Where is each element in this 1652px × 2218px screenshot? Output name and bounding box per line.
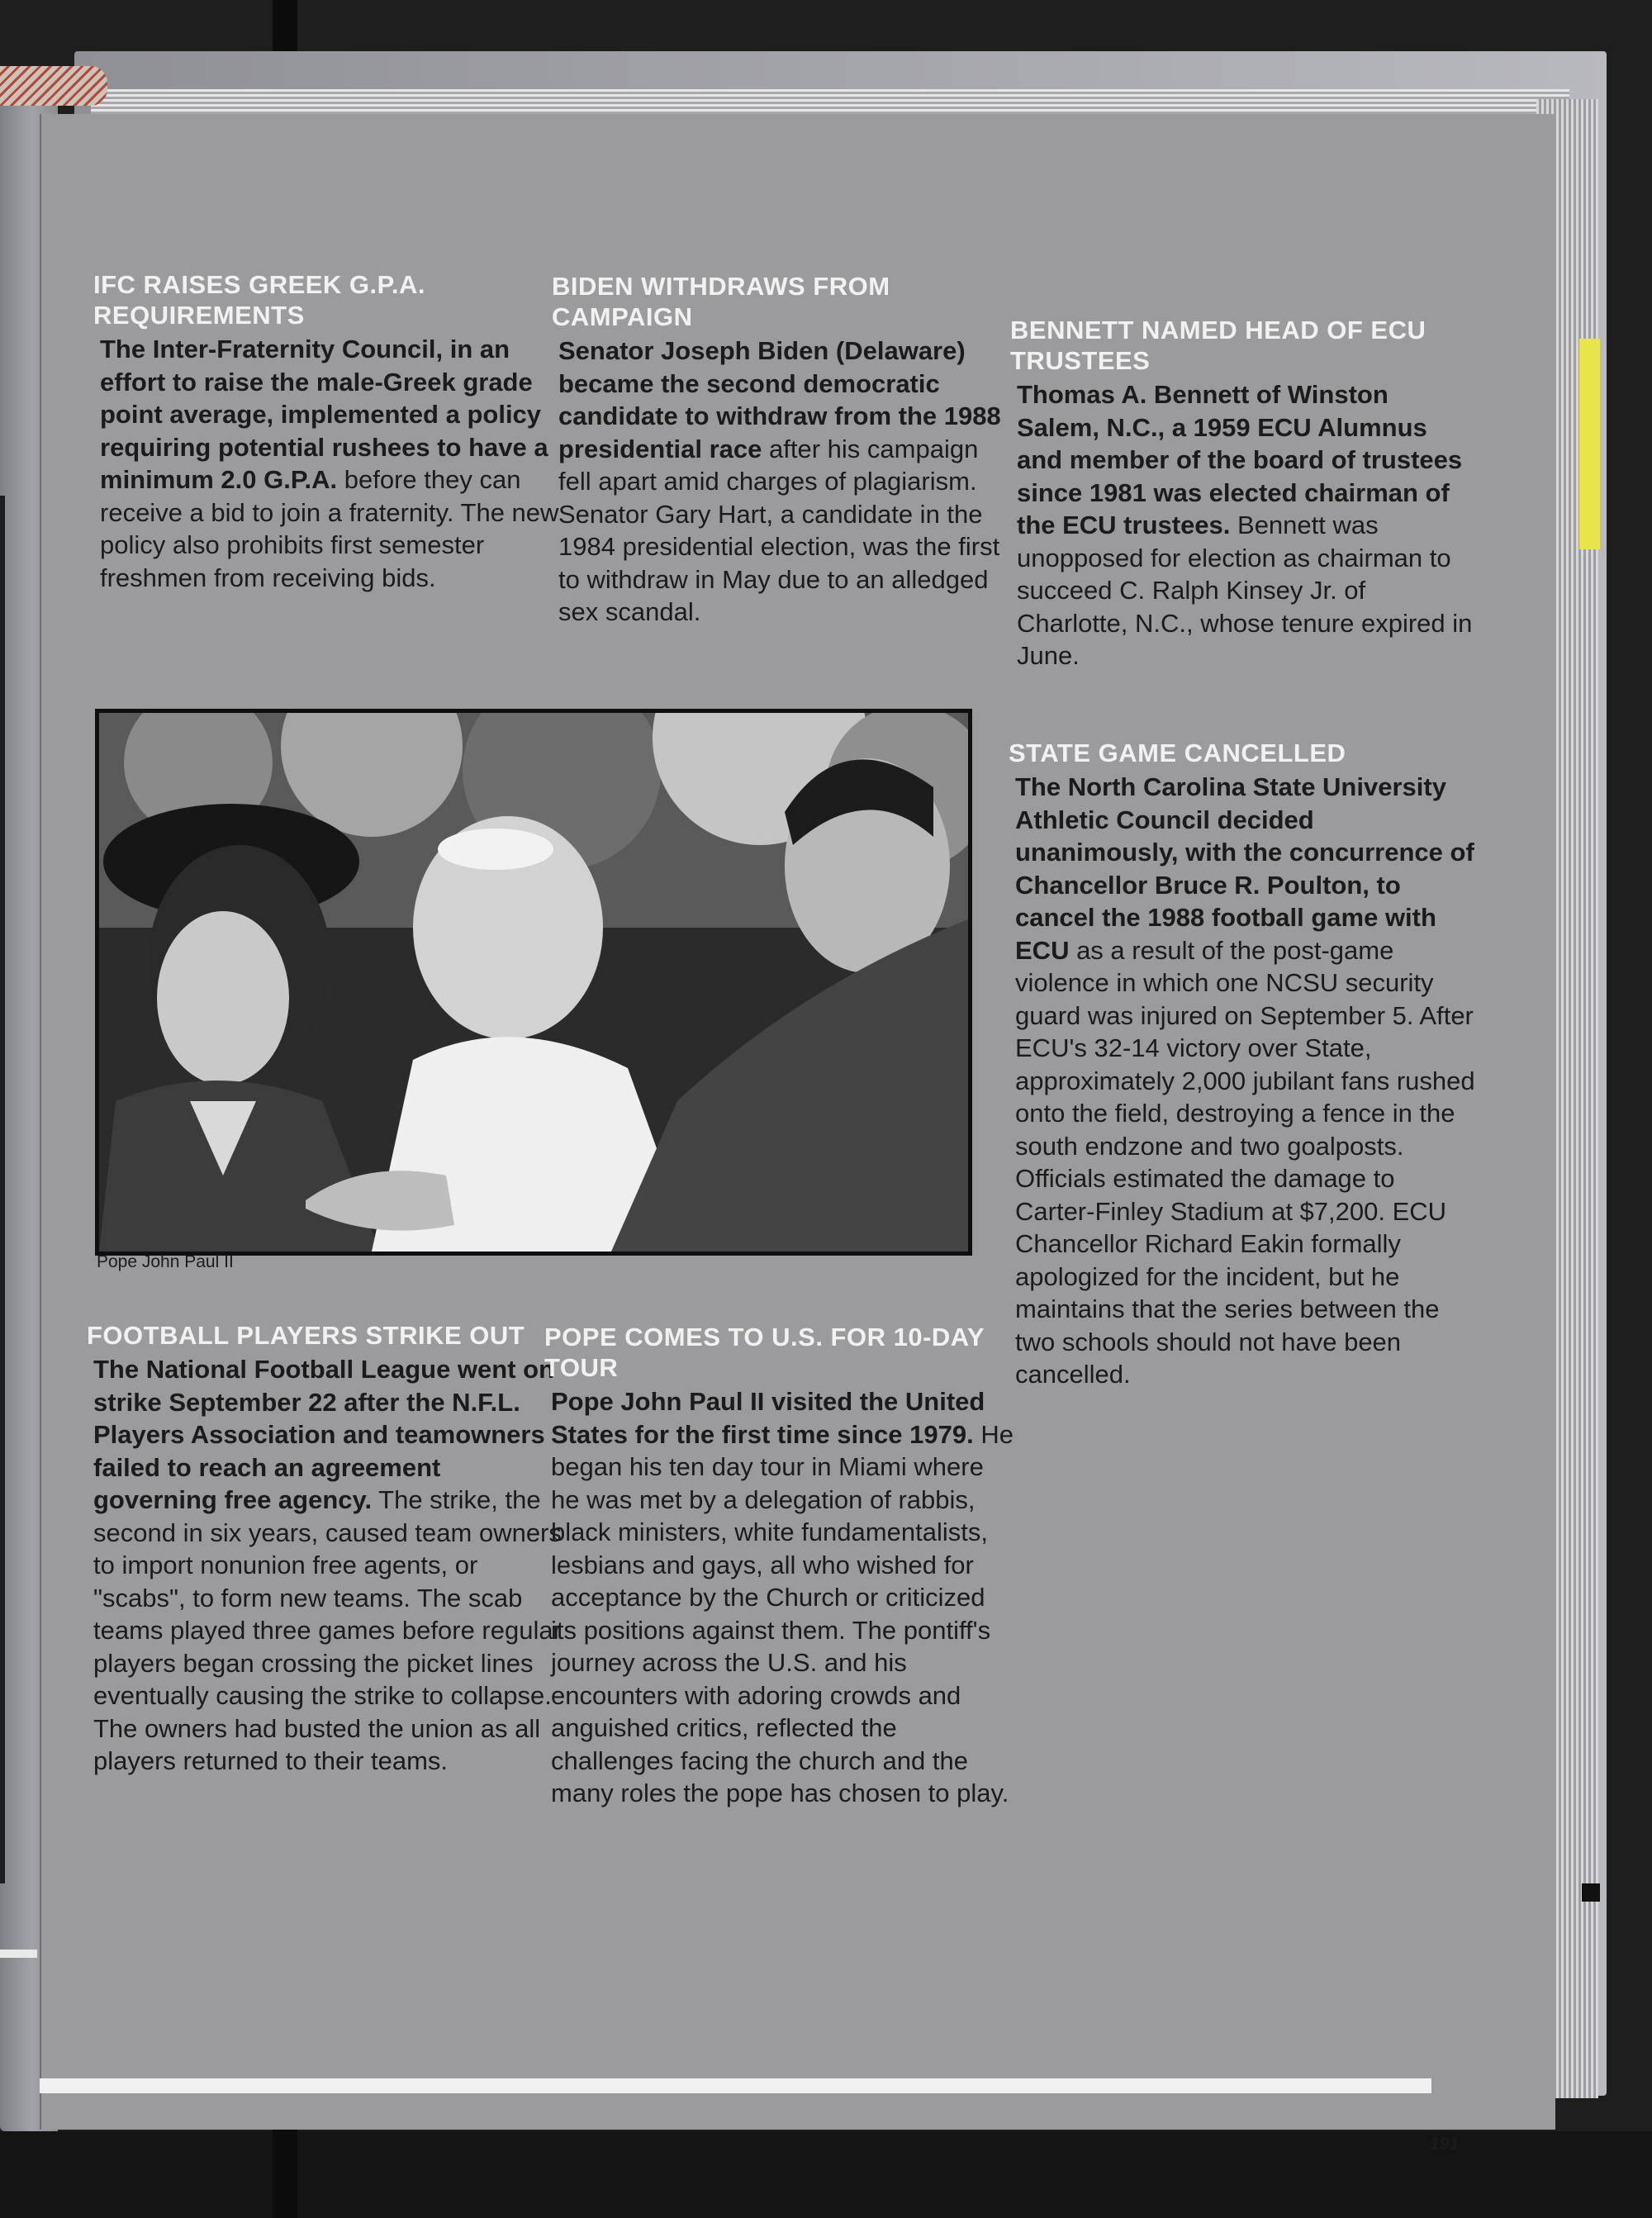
dark-tab bbox=[1582, 1883, 1600, 1902]
article-football bbox=[87, 1320, 566, 1778]
body-pope bbox=[544, 1385, 1015, 1810]
yearbook-page bbox=[40, 114, 1555, 2154]
bottom-rule bbox=[40, 2078, 1431, 2093]
headline-pope: POPE COMES TO U.S. FOR 10-DAY TOUR bbox=[544, 1323, 985, 1382]
article-pope bbox=[544, 1322, 1015, 1810]
article-bennett bbox=[1010, 315, 1473, 672]
book-top-edges bbox=[91, 89, 1569, 114]
body-football bbox=[87, 1353, 566, 1778]
lede-bennett: Thomas A. Bennett of Winston Salem, N.C., a 1959 ECU Alumnus and member of the board of trustees since 1981 was elected chairman of the ECU trustees. bbox=[1017, 380, 1463, 539]
lede-football: The National Football League went on strike September 22 after the N.F.L. Players Association and teamowners failed to reach an agreement governing free agency. bbox=[93, 1355, 555, 1514]
lede-pope: Pope John Paul II visited the United States for the first time since 1979. bbox=[551, 1387, 985, 1449]
article-ifc bbox=[93, 269, 564, 594]
headline-football: FOOTBALL PLAYERS STRIKE OUT bbox=[87, 1321, 525, 1350]
text-pope: He began his ten day tour in Miami where he was met by a delegation of rabbis, black ministers, white fundamentalists, lesbians and gays, all who wished for acceptance by the Church or criticized its positions against them. The pontiff's journey across the U.S. and his encounters with adoring crowds and anguished critics, reflected the challenges facing the church and the many roles the pope has chosen to play. bbox=[551, 1419, 1014, 1807]
facing-page-rule bbox=[0, 1950, 37, 1958]
text-state-game: as a result of the post-game violence in which one NCSU security guard was injured on September 5. After ECU's 32-14 victory over State, approximately 2,000 jubilant fans rushed onto the field, destroying a fence in the south endzone and two goalposts. Officials estimated the damage to Carter-Finley Stadium at $7,200. ECU Chancellor Richard Eakin formally apologized for the incident, but he maintains that the series between the two schools should not have been cancelled. bbox=[1015, 935, 1475, 1389]
photo-caption: Pope John Paul II bbox=[97, 1252, 234, 1271]
body-state-game bbox=[1009, 771, 1475, 1391]
photo bbox=[95, 709, 972, 1256]
body-biden bbox=[552, 335, 1010, 629]
lede-ifc: The Inter-Fraternity Council, in an effort to raise the male-Greek grade point average, implemented a policy requiring potential rushees to have a minimum 2.0 G.P.A. bbox=[100, 335, 548, 494]
photo-image bbox=[99, 713, 968, 1251]
headline-biden: BIDEN WITHDRAWS FROM CAMPAIGN bbox=[552, 272, 890, 331]
text-football: The strike, the second in six years, caused team owners to import nonunion free agents, or "scabs", to form new teams. The scab teams played three games before regular players began crossing the picket lines eventually causing the strike to collapse. The owners had busted the union as all players returned to their teams. bbox=[93, 1485, 562, 1775]
facing-page-border bbox=[0, 496, 5, 1883]
headline-state-game: STATE GAME CANCELLED bbox=[1009, 739, 1346, 767]
bookmark-ribbon bbox=[0, 66, 107, 106]
text-biden: after his campaign fell apart amid charges of plagiarism. Senator Gary Hart, a candidate in the 1984 presidential election, was the first to withdraw in May due to an alledged sex scandal. bbox=[558, 434, 1000, 626]
article-state-game bbox=[1009, 738, 1475, 1391]
headline-bennett: BENNETT NAMED HEAD OF ECU TRUSTEES bbox=[1010, 316, 1427, 375]
photo-illustration bbox=[99, 713, 968, 1251]
lede-state-game: The North Carolina State University Athletic Council decided unanimously, with the concurrence of Chancellor Bruce R. Poulton, to cancel the 1988 football game with ECU bbox=[1015, 772, 1474, 965]
headline-ifc: IFC RAISES GREEK G.P.A. REQUIREMENTS bbox=[93, 270, 425, 330]
page-number: 191 bbox=[1430, 2135, 1460, 2154]
text-ifc: before they can receive a bid to join a fraternity. The new policy also prohibits first semester freshmen from receiving bids. bbox=[100, 465, 559, 592]
yellow-tab bbox=[1579, 339, 1600, 549]
text-bennett: Bennett was unopposed for election as chairman to succeed C. Ralph Kinsey Jr. of Charlotte, N.C., whose tenure expired in June. bbox=[1017, 511, 1473, 670]
lede-biden: Senator Joseph Biden (Delaware) became the second democratic candidate to withdraw from the 1988 presidential race bbox=[558, 336, 1001, 463]
body-bennett bbox=[1010, 378, 1473, 672]
article-biden bbox=[552, 271, 1010, 629]
body-ifc bbox=[93, 333, 564, 594]
scan-background bbox=[0, 2131, 1652, 2218]
